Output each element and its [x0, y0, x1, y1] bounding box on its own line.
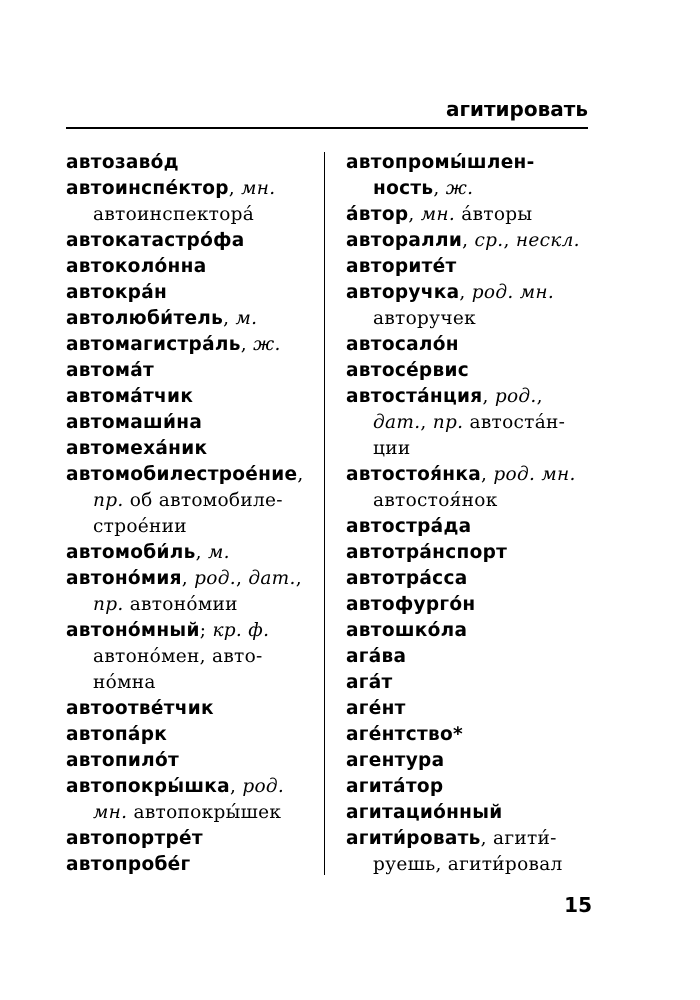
entry-text: автоинспектора́	[93, 204, 255, 225]
entry-line	[346, 748, 592, 774]
entry-text: авторучек	[373, 308, 476, 329]
headword: автопромы́шлен-	[346, 152, 535, 173]
entry-text: автопокры́шек	[127, 802, 282, 823]
headword: автопробе́г	[66, 854, 191, 875]
entry-line	[66, 774, 318, 800]
headword: агитацио́нный	[346, 802, 503, 823]
grammar-label: м.	[207, 542, 230, 563]
grammar-label: мн.	[93, 802, 128, 823]
entry-text: ,	[462, 230, 475, 251]
headword: автоста́нция	[346, 386, 483, 407]
headword: агентура	[346, 750, 445, 771]
entry-continuation-line	[66, 800, 318, 826]
headword: автотра́нспорт	[346, 542, 508, 563]
entry-text: но́мна	[93, 672, 156, 693]
entry-text: автостоя́нок	[373, 490, 498, 511]
grammar-label: ж.	[445, 178, 474, 199]
entry-line	[66, 436, 318, 462]
headword: автолюби́тель	[66, 308, 224, 329]
column-divider	[324, 152, 325, 875]
entry-line	[346, 202, 592, 228]
entry-text: ,	[181, 568, 195, 589]
entry-line	[346, 592, 592, 618]
entry-line	[66, 358, 318, 384]
entry-text: ,	[481, 464, 494, 485]
entry-text: ции	[373, 438, 411, 459]
headword: автосе́рвис	[346, 360, 470, 381]
headword: автомобилестрое́ние	[66, 464, 298, 485]
entry-line	[346, 280, 592, 306]
entry-text: строе́нии	[93, 516, 187, 537]
entry-line	[346, 150, 592, 176]
headword: ага́т	[346, 672, 393, 693]
entry-line	[66, 280, 318, 306]
entry-text: ,	[228, 178, 242, 199]
entry-line	[346, 644, 592, 670]
entry-line	[66, 332, 318, 358]
headword: автоно́мный	[66, 620, 200, 641]
entry-text: автоно́мен, авто-	[93, 646, 263, 667]
entry-continuation-line	[66, 592, 318, 618]
grammar-label: ср.	[474, 230, 504, 251]
headword: а́втор	[346, 204, 409, 225]
entry-line	[66, 566, 318, 592]
page-number: 15	[564, 893, 592, 917]
headword: автопокры́шка	[66, 776, 230, 797]
entry-line	[66, 748, 318, 774]
grammar-label: род.	[494, 386, 537, 407]
grammar-label: пр.	[93, 490, 124, 511]
header-rule	[66, 127, 588, 129]
entry-text: , агити́-	[480, 828, 557, 849]
dictionary-column-right	[346, 150, 592, 878]
entry-line	[66, 410, 318, 436]
entry-line	[346, 696, 592, 722]
entry-text: об автомобиле-	[123, 490, 283, 511]
headword: автомоби́ль	[66, 542, 196, 563]
entry-text: ,	[195, 542, 208, 563]
entry-line	[346, 358, 592, 384]
headword: автомеха́ник	[66, 438, 208, 459]
entry-continuation-line	[66, 670, 318, 696]
entry-continuation-line	[66, 488, 318, 514]
entry-text: автоно́мии	[123, 594, 238, 615]
entry-line	[346, 826, 592, 852]
entry-continuation-line	[66, 514, 318, 540]
entry-line	[346, 514, 592, 540]
grammar-label: мн.	[420, 204, 456, 225]
grammar-label: род. мн.	[471, 282, 555, 303]
entry-line	[66, 150, 318, 176]
headword: авторучка	[346, 282, 460, 303]
headword: авторите́т	[346, 256, 457, 277]
entry-line	[346, 332, 592, 358]
headword: автомаши́на	[66, 412, 203, 433]
entry-text: ,	[482, 386, 495, 407]
entry-line	[66, 462, 318, 488]
headword: автозаво́д	[66, 152, 179, 173]
entry-text: ,	[420, 412, 433, 433]
headword: автошко́ла	[346, 620, 468, 641]
grammar-label: род.	[242, 776, 285, 797]
entry-text: ,	[223, 308, 236, 329]
entry-line	[346, 462, 592, 488]
entry-line	[66, 540, 318, 566]
entry-line	[66, 384, 318, 410]
entry-line	[346, 670, 592, 696]
entry-line	[346, 566, 592, 592]
headword: авторалли	[346, 230, 463, 251]
headword: автопило́т	[66, 750, 180, 771]
headword: аге́нт	[346, 698, 406, 719]
entry-line	[346, 254, 592, 280]
entry-line	[66, 826, 318, 852]
headword: автопортре́т	[66, 828, 203, 849]
headword: автоколо́нна	[66, 256, 207, 277]
headword: аге́нтство*	[346, 724, 463, 745]
grammar-label: пр.	[93, 594, 124, 615]
entry-continuation-line	[346, 410, 592, 436]
entry-line	[66, 254, 318, 280]
headword: автопа́рк	[66, 724, 168, 745]
entry-text: ,	[235, 568, 249, 589]
entry-line	[66, 176, 318, 202]
entry-line	[346, 228, 592, 254]
entry-continuation-line	[66, 644, 318, 670]
headword: автоинспе́ктор	[66, 178, 229, 199]
entry-text: ,	[433, 178, 446, 199]
entry-text: руешь, агити́ровал	[373, 854, 563, 875]
entry-line	[66, 618, 318, 644]
grammar-label: дат.	[248, 568, 296, 589]
headword: агита́тор	[346, 776, 444, 797]
headword: ность	[373, 178, 434, 199]
headword: автофурго́н	[346, 594, 476, 615]
headword: автокатастро́фа	[66, 230, 245, 251]
headword: автомагистра́ль	[66, 334, 241, 355]
entry-continuation-line	[346, 306, 592, 332]
headword: автома́тчик	[66, 386, 194, 407]
entry-text: ,	[408, 204, 421, 225]
headword: автосало́н	[346, 334, 459, 355]
entry-line	[346, 540, 592, 566]
headword: автома́т	[66, 360, 155, 381]
entry-text: ,	[536, 386, 543, 407]
grammar-label: кр. ф.	[212, 620, 270, 641]
entry-text: ,	[295, 568, 302, 589]
entry-continuation-line	[346, 852, 592, 878]
headword: автоно́мия	[66, 568, 182, 589]
entry-text: ,	[459, 282, 472, 303]
entry-text: а́вторы	[455, 204, 533, 225]
entry-line	[346, 384, 592, 410]
headword: автоотве́тчик	[66, 698, 214, 719]
entry-continuation-line	[346, 488, 592, 514]
grammar-label: ж.	[253, 334, 281, 355]
entry-line	[66, 852, 318, 878]
entry-continuation-line	[346, 436, 592, 462]
entry-line	[346, 618, 592, 644]
headword: автотра́сса	[346, 568, 468, 589]
grammar-label: род.	[194, 568, 236, 589]
entry-line	[66, 722, 318, 748]
entry-text: ,	[297, 464, 304, 485]
headword: агити́ровать	[346, 828, 481, 849]
entry-text: ,	[229, 776, 243, 797]
headword: ага́ва	[346, 646, 407, 667]
entry-line	[346, 774, 592, 800]
grammar-label: дат.	[373, 412, 421, 433]
entry-continuation-line	[346, 176, 592, 202]
entry-line	[346, 722, 592, 748]
entry-line	[346, 800, 592, 826]
entry-continuation-line	[66, 202, 318, 228]
grammar-label: пр.	[432, 412, 464, 433]
headword: автостоя́нка	[346, 464, 482, 485]
entry-text: ;	[199, 620, 213, 641]
entry-text: ,	[240, 334, 254, 355]
dictionary-column-left	[66, 150, 318, 878]
grammar-label: мн.	[241, 178, 276, 199]
entry-line	[66, 696, 318, 722]
entry-text: ,	[503, 230, 516, 251]
entry-text: автоста́н-	[463, 412, 566, 433]
entry-line	[66, 306, 318, 332]
entry-line	[66, 228, 318, 254]
running-head: агитировать	[445, 97, 588, 121]
grammar-label: род. мн.	[493, 464, 576, 485]
grammar-label: нескл.	[515, 230, 580, 251]
grammar-label: м.	[235, 308, 258, 329]
headword: автостра́да	[346, 516, 472, 537]
headword: автокра́н	[66, 282, 168, 303]
